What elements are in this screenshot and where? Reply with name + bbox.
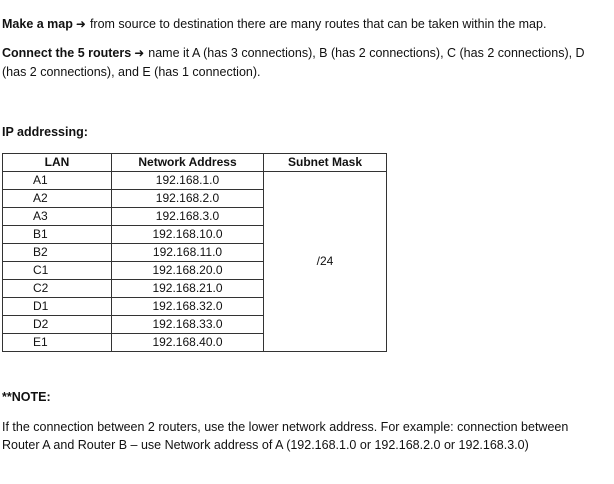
table-row [3, 172, 387, 190]
connect-description: name it A (has 3 connections), B (has 2 connections), C (has 2 connections), D [148, 46, 585, 60]
lan-cell: A1 [3, 172, 112, 190]
intro-connect-line [2, 45, 585, 61]
network-address-cell: 192.168.40.0 [112, 334, 264, 352]
network-address-cell: 192.168.20.0 [112, 262, 264, 280]
lan-cell: A3 [3, 208, 112, 226]
note-heading: **NOTE: [2, 390, 51, 404]
lan-cell: A2 [3, 190, 112, 208]
lan-cell: E1 [3, 334, 112, 352]
note-line-1: If the connection between 2 routers, use the lower network address. For example: connection between [2, 420, 569, 434]
network-address-cell: 192.168.1.0 [112, 172, 264, 190]
note-line-2: Router A and Router B – use Network address of A (192.168.1.0 or 192.168.2.0 or 192.168.3.0) [2, 438, 529, 452]
right-arrow-icon: ➜ [134, 46, 145, 60]
lan-cell: D2 [3, 316, 112, 334]
table-header-row [3, 154, 387, 172]
connect-description-continued: (has 2 connections), and E (has 1 connection). [2, 65, 261, 79]
network-address-cell: 192.168.33.0 [112, 316, 264, 334]
connect-heading: Connect the 5 routers [2, 46, 132, 60]
column-header-network-address: Network Address [112, 154, 264, 172]
network-address-cell: 192.168.32.0 [112, 298, 264, 316]
network-address-cell: 192.168.11.0 [112, 244, 264, 262]
lan-cell: C2 [3, 280, 112, 298]
subnet-mask-cell: /24 [264, 172, 387, 352]
lan-cell: D1 [3, 298, 112, 316]
lan-cell: C1 [3, 262, 112, 280]
network-address-cell: 192.168.3.0 [112, 208, 264, 226]
ip-addressing-table [2, 153, 387, 352]
column-header-lan: LAN [3, 154, 112, 172]
column-header-subnet-mask: Subnet Mask [264, 154, 387, 172]
map-heading: Make a map [2, 17, 73, 31]
lan-cell: B1 [3, 226, 112, 244]
network-address-cell: 192.168.2.0 [112, 190, 264, 208]
network-address-cell: 192.168.10.0 [112, 226, 264, 244]
right-arrow-icon: ➜ [75, 17, 86, 31]
intro-map-line [2, 16, 546, 32]
lan-cell: B2 [3, 244, 112, 262]
map-description: from source to destination there are many routes that can be taken within the map. [89, 17, 547, 31]
ip-addressing-heading: IP addressing: [2, 125, 88, 139]
network-address-cell: 192.168.21.0 [112, 280, 264, 298]
intro-connect-line-2 [2, 64, 260, 80]
